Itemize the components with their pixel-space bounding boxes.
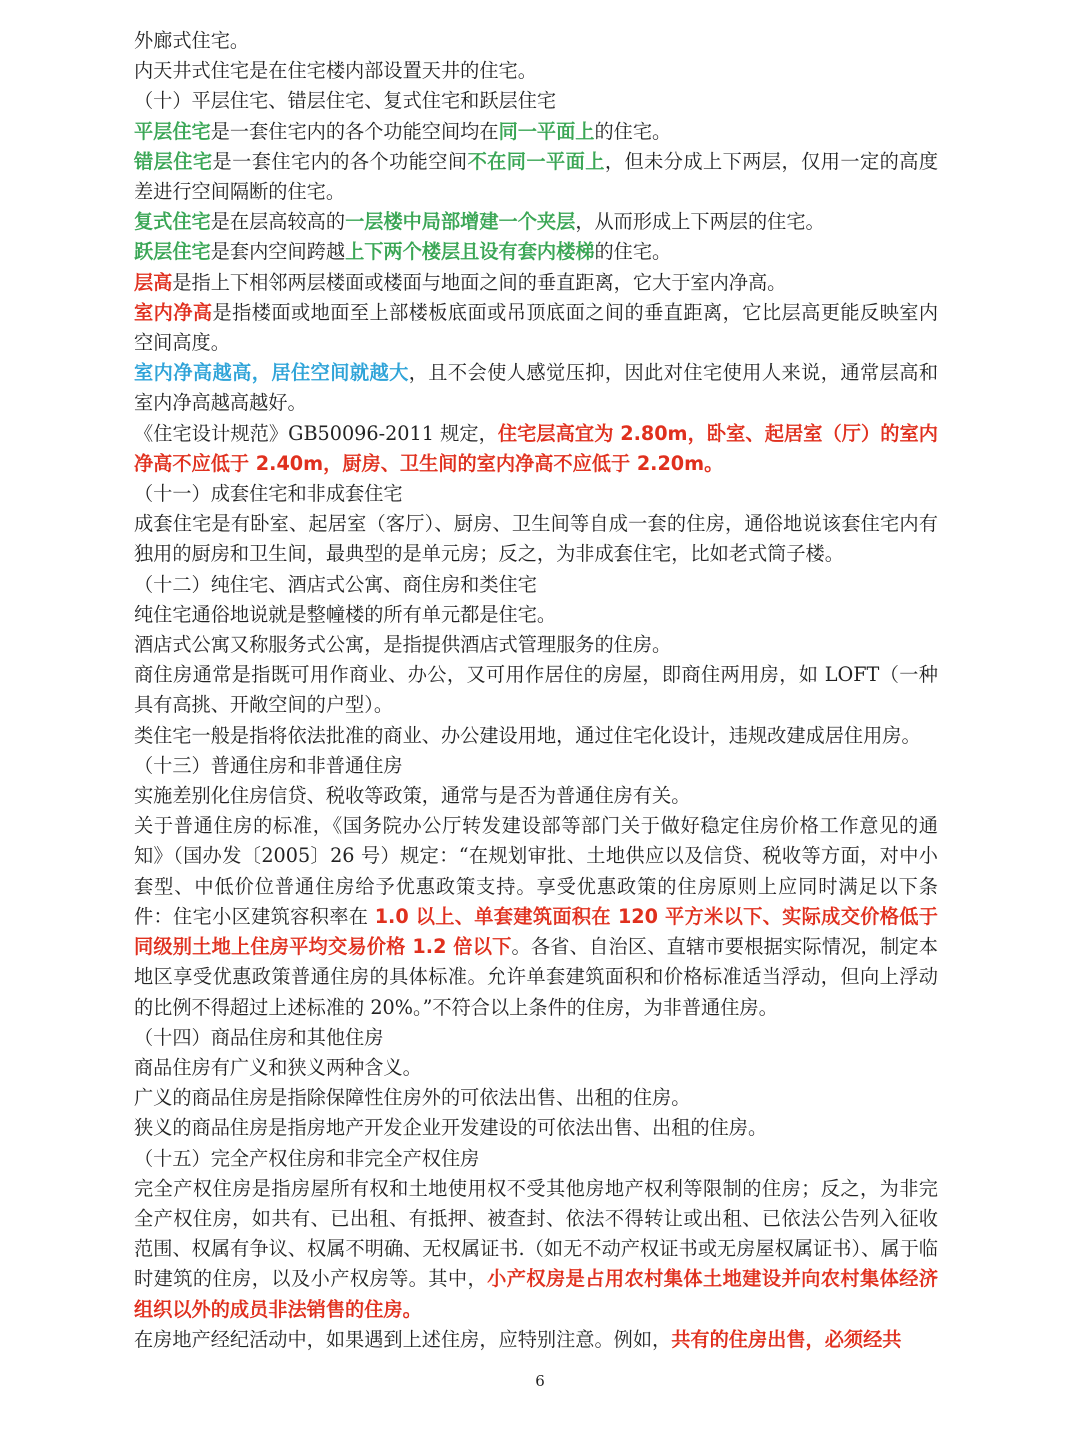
paragraph [134,1144,938,1174]
text-run: 在房地产经纪活动中，如果遇到上述住房，应特别注意。例如， [134,1327,672,1351]
text-run: ，且不会使人感觉压抑，因此对住宅使用人来说，通常层高和室内净高越高越好。 [134,361,939,415]
paragraph [134,479,938,509]
text-run: 成套住宅是有卧室、起居室（客厅）、厨房、卫生间等自成一套的住房，通俗地说该套住宅内有独用的厨房和卫生间，最典型的是单元房；反之，为非成套住宅，比如老式筒子楼。 [134,512,938,566]
highlighted-text: 同一平面上 [498,119,595,143]
text-run: 类住宅一般是指将依法批准的商业、办公建设用地，通过住宅化设计，违规改建成居住用房。 [134,723,921,747]
text-run: 是指楼面或地面至上部楼板底面或吊顶底面之间的垂直距离，它比层高更能反映室内空间高度。 [134,300,939,355]
highlighted-text: 层高 [134,270,173,294]
highlighted-text: 平层住宅 [134,119,211,143]
paragraph [134,86,938,116]
highlighted-text: 上下两个楼层且设有套内楼梯 [345,240,595,264]
paragraph [134,56,938,86]
highlighted-text: 住宅层高宜为 2.80m，卧室、起居室（厅）的室内净高不应低于 2.40m，厨房、卫生间的室内净高不应低于 2.20m。 [134,421,938,475]
paragraph [134,630,938,660]
highlighted-text: 不在同一平面上 [467,149,605,173]
text-run: ，但未分成上下两层，仅用一定的高度差进行空间隔断的住宅。 [134,149,939,204]
text-run: （十三）普通住房和非普通住房 [134,753,403,777]
highlighted-text: 小产权房是占用农村集体土地建设并向农村集体经济组织以外的成员非法销售的住房。 [134,1267,939,1321]
text-run: 《住宅设计规范》GB50096-2011 规定， [134,421,498,445]
paragraph [134,570,938,600]
text-run: 关于普通住房的标准，《国务院办公厅转发建设部等部门关于做好稳定住房价格工作意见的通知》（国办发〔2005〕26 号）规定：“在规划审批、土地供应以及信贷、税收等方面，对中小套型、中低价位普通住房给予优惠政策支持。享受优惠政策的住房原则上应同时满足以下条件：住宅小区建筑容积率在 [134,814,938,928]
text-run: （十四）商品住房和其他住房 [134,1025,384,1049]
paragraph [134,1174,938,1325]
paragraph [134,358,938,418]
text-run: 是一套住宅内的各个功能空间均在 [210,119,499,143]
text-run: 狭义的商品住房是指房地产开发企业开发建设的可依法出售、出租的住房。 [134,1116,768,1140]
text-run: 实施差别化住房信贷、税收等政策，通常与是否为普通住房有关。 [134,784,691,808]
paragraph [134,751,938,781]
paragraph [134,237,938,267]
document-body [134,26,938,1355]
text-run: 酒店式公寓又称服务式公寓，是指提供酒店式管理服务的住房。 [134,633,672,657]
highlighted-text: 室内净高越高，居住空间就越大 [134,361,409,385]
paragraph [134,811,938,1022]
paragraph [134,1023,938,1053]
text-run: （十一）成套住宅和非成套住宅 [134,482,403,506]
paragraph [134,207,938,237]
highlighted-text: 跃层住宅 [134,240,211,264]
page-number: 6 [535,1372,545,1390]
text-run: 是指上下相邻两层楼面或楼面与地面之间的垂直距离，它大于室内净高。 [172,270,787,294]
paragraph [134,721,938,751]
paragraph [134,26,938,56]
text-run: 外廊式住宅。 [134,29,250,52]
paragraph [134,781,938,811]
highlighted-text: 共有的住房出售，必须经共 [671,1327,902,1351]
paragraph [134,1083,938,1113]
text-run: （十五）完全产权住房和非完全产权住房 [134,1146,480,1170]
text-run: 商住房通常是指既可用作商业、办公，又可用作居住的房屋，即商住两用房，如 LOFT（一种具有高挑、开敞空间的户型）。 [134,663,938,717]
text-run: 完全产权住房是指房屋所有权和土地使用权不受其他房地产权利等限制的住房；反之，为非完全产权住房，如共有、已出租、有抵押、被查封、依法不得转让或出租、已依法公告列入征收范围、权属有争议、权属不明确、无权属证书.（如无不动产权证书或无房屋权属证书）、属于临时建筑的住房，以及小产权房等。其中， [134,1176,938,1291]
paragraph [134,660,938,720]
paragraph [134,509,938,569]
text-run: ，从而形成上下两层的住宅。 [575,210,825,234]
text-run: 的住宅。 [594,240,672,264]
text-run: 是套内空间跨越 [210,240,346,264]
text-run: 的住宅。 [594,119,672,143]
text-run: 是在层高较高的 [210,210,346,234]
text-run: （十）平层住宅、错层住宅、复式住宅和跃层住宅 [134,89,557,113]
text-run: 是一套住宅内的各个功能空间 [212,149,468,173]
paragraph [134,268,938,298]
highlighted-text: 复式住宅 [134,210,211,234]
paragraph [134,1113,938,1143]
text-run: 广义的商品住房是指除保障性住房外的可依法出售、出租的住房。 [134,1086,691,1110]
paragraph [134,600,938,630]
paragraph [134,117,938,147]
highlighted-text: 错层住宅 [134,149,213,173]
paragraph [134,1325,938,1355]
text-run: （十二）纯住宅、酒店式公寓、商住房和类住宅 [134,572,537,596]
paragraph [134,419,938,479]
text-run: 商品住房有广义和狭义两种含义。 [134,1055,422,1079]
highlighted-text: 一层楼中局部增建一个夹层 [345,210,576,234]
paragraph [134,147,938,207]
text-run: 内天井式住宅是在住宅楼内部设置天井的住宅。 [134,59,537,83]
paragraph [134,298,938,358]
text-run: 。各省、自治区、直辖市要根据实际情况，制定本地区享受优惠政策普通住房的具体标准。允许单套建筑面积和价格标准适当浮动，但向上浮动的比例不得超过上述标准的 20%。”不符合以上条件的住房，为非普通住房。 [134,935,938,1019]
highlighted-text: 室内净高 [134,300,213,324]
text-run: 纯住宅通俗地说就是整幢楼的所有单元都是住宅。 [134,602,557,626]
paragraph [134,1053,938,1083]
highlighted-text: 1.0 以上、单套建筑面积在 120 平方米以下、实际成交价格低于同级别土地上住房平均交易价格 1.2 倍以下 [134,904,938,959]
